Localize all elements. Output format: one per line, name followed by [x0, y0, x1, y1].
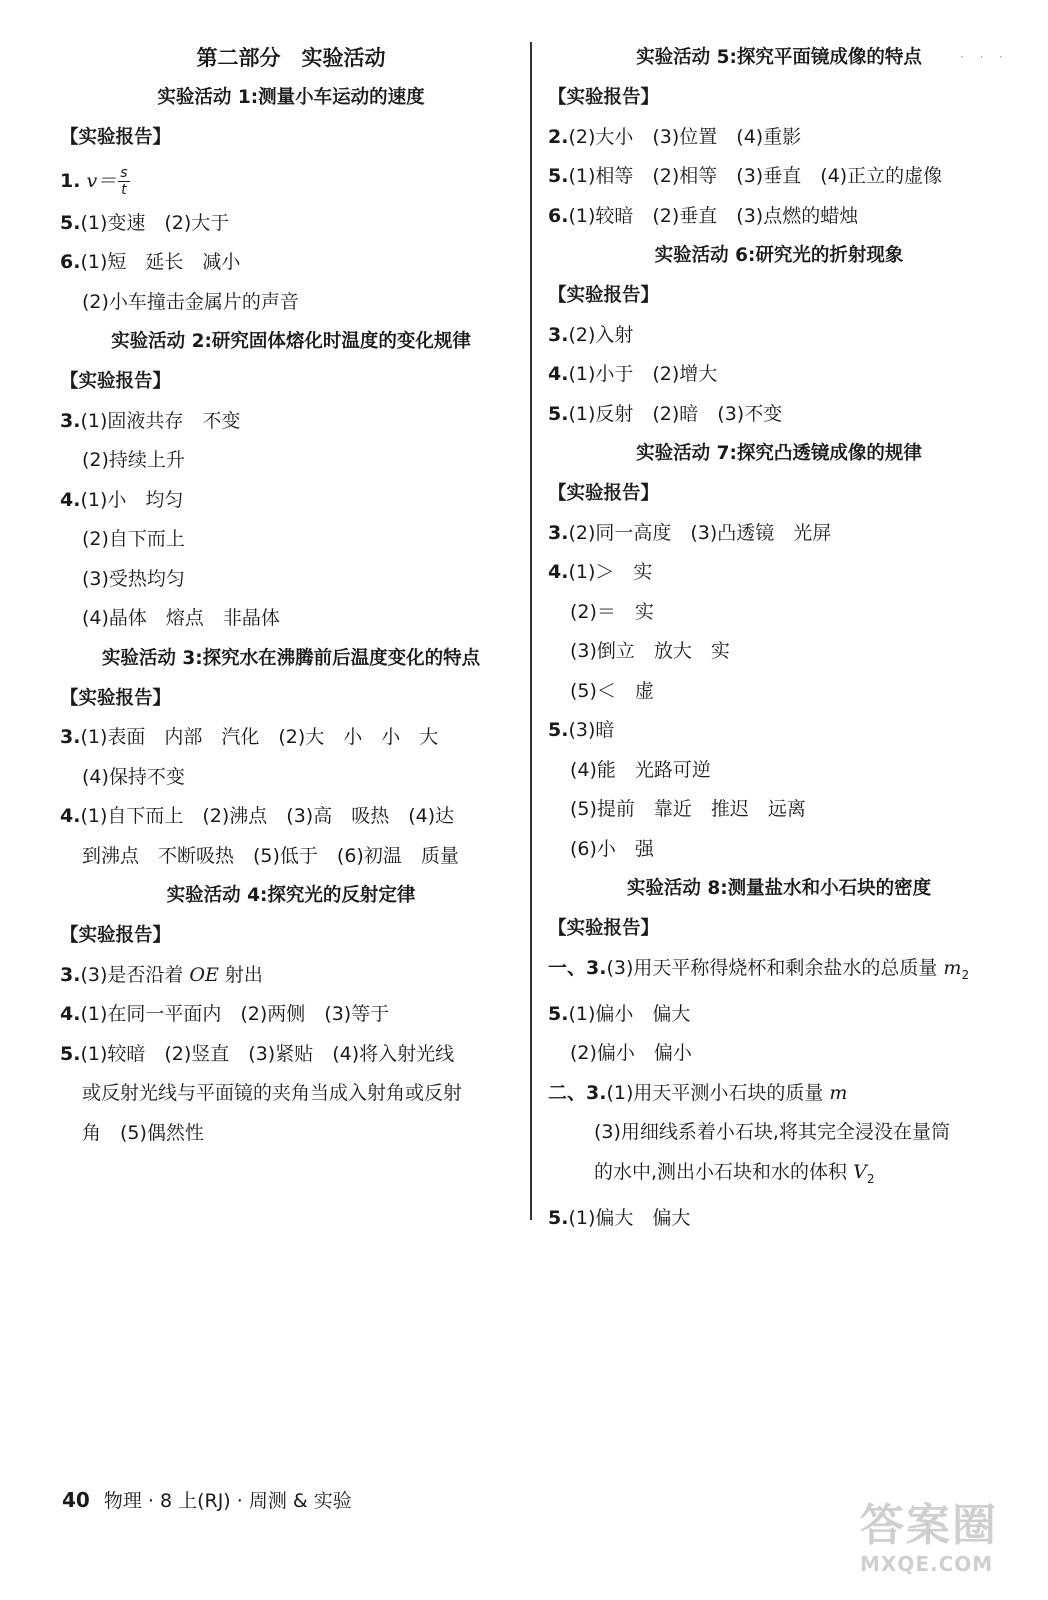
- answer-7-5-c: (5)提前 靠近 推迟 远离: [570, 798, 806, 820]
- answer-2-4-b: (2)自下而上: [82, 528, 185, 550]
- activity-6-title: 实验活动 6:研究光的折射现象: [654, 245, 904, 266]
- activity-4-title: 实验活动 4:探究光的反射定律: [166, 885, 416, 906]
- answer-2-4-c: (3)受热均匀: [82, 567, 185, 590]
- answer-7-4-b: (2)＝ 实: [570, 600, 654, 623]
- answer-8-5-b: (2)偏小 偏小: [570, 1042, 692, 1065]
- answer-8-2-3-b: (3)用细线系着小石块,将其完全浸没在量筒: [594, 1121, 950, 1144]
- report-label: 【实验报告】: [60, 371, 172, 392]
- answer-7-4-c: (3)倒立 放大 实: [570, 640, 730, 662]
- answer-2-4: 4.(1)小 均匀: [60, 488, 184, 511]
- fraction-s-over-t: $\frac{s}{t}$: [120, 164, 128, 198]
- left-column: [60, 38, 522, 1153]
- activity-1-title: 实验活动 1:测量小车运动的速度: [157, 87, 425, 108]
- answer-1-6-b: (2)小车撞击金属片的声音: [82, 290, 299, 313]
- answer-8-2-3: 二、3.(1)用天平测小石块的质量 m: [548, 1081, 848, 1104]
- answer-7-4-d: (5)＜ 虚: [570, 679, 654, 702]
- answer-7-5-d: (6)小 强: [570, 837, 654, 860]
- answer-7-4: 4.(1)＞ 实: [548, 561, 653, 583]
- activity-8-title: 实验活动 8:测量盐水和小石块的密度: [626, 878, 932, 899]
- activity-3-title: 实验活动 3:探究水在沸腾前后温度变化的特点: [101, 647, 481, 669]
- report-label: 【实验报告】: [548, 918, 660, 939]
- answer-3-4: 4.(1)自下而上 (2)沸点 (3)高 吸热 (4)达: [60, 805, 455, 827]
- watermark-logo: 答案圈 MXQE.COM: [860, 1500, 998, 1576]
- answer-8-5: 5.(1)偏小 偏大: [548, 1002, 691, 1025]
- answer-6-4: 4.(1)小于 (2)增大: [548, 363, 718, 385]
- answer-7-3: 3.(2)同一高度 (3)凸透镜 光屏: [548, 521, 832, 544]
- answer-3-3-b: (4)保持不变: [82, 765, 185, 788]
- answer-2-4-d: (4)晶体 熔点 非晶体: [82, 607, 280, 629]
- answer-6-3: 3.(2)入射: [548, 323, 634, 346]
- answer-3-4-b: 到沸点 不断吸热 (5)低于 (6)初温 质量: [82, 844, 459, 867]
- answer-4-3: 3.(3)是否沿着 OE 射出: [60, 963, 263, 986]
- report-label: 【实验报告】: [548, 285, 660, 306]
- page-number: 40: [62, 1488, 90, 1512]
- right-column: [548, 38, 1010, 1239]
- answer-2-3-b: (2)持续上升: [82, 449, 185, 471]
- answer-3-3: 3.(1)表面 内部 汽化 (2)大 小 小 大: [60, 726, 439, 748]
- report-label: 【实验报告】: [548, 483, 660, 504]
- answer-7-5: 5.(3)暗: [548, 719, 615, 741]
- answer-1-1: 1. v＝ $\frac{s}{t}$: [60, 164, 128, 198]
- column-divider: [530, 42, 532, 1220]
- answer-5-2: 2.(2)大小 (3)位置 (4)重影: [548, 125, 802, 148]
- answer-7-5-b: (4)能 光路可逆: [570, 758, 711, 781]
- activity-7-title: 实验活动 7:探究凸透镜成像的规律: [636, 443, 922, 464]
- answer-4-4: 4.(1)在同一平面内 (2)两侧 (3)等于: [60, 1003, 390, 1025]
- answer-8-final-5: 5.(1)偏大 偏大: [548, 1207, 691, 1230]
- answer-5-5: 5.(1)相等 (2)相等 (3)垂直 (4)正立的虚像: [548, 165, 943, 187]
- activity-5-title: 实验活动 5:探究平面镜成像的特点: [636, 47, 922, 68]
- report-label: 【实验报告】: [60, 127, 172, 148]
- activity-2-title: 实验活动 2:研究固体熔化时温度的变化规律: [111, 331, 471, 352]
- page-footer: [62, 1486, 352, 1513]
- report-label: 【实验报告】: [60, 925, 172, 946]
- answer-5-6: 6.(1)较暗 (2)垂直 (3)点燃的蜡烛: [548, 204, 859, 227]
- report-label: 【实验报告】: [548, 87, 660, 108]
- answer-6-5: 5.(1)反射 (2)暗 (3)不变: [548, 402, 783, 425]
- part-title: 第二部分 实验活动: [196, 46, 386, 70]
- answer-4-5-b: 或反射光线与平面镜的夹角当成入射角或反射: [82, 1082, 463, 1104]
- scan-specks: · · ·: [960, 50, 1010, 64]
- answer-4-5: 5.(1)较暗 (2)竖直 (3)紧贴 (4)将入射光线: [60, 1042, 455, 1065]
- answer-2-3: 3.(1)固液共存 不变: [60, 409, 241, 432]
- answer-1-6: 6.(1)短 延长 减小: [60, 251, 241, 273]
- answer-8-2-3-c: 的水中,测出小石块和水的体积 $V_2$: [594, 1160, 875, 1186]
- answer-8-1-3: 一、3.(3)用天平称得烧杯和剩余盐水的总质量 $m_2$: [548, 956, 970, 982]
- report-label: 【实验报告】: [60, 687, 172, 709]
- book-title: 物理 · 8 上(RJ) · 周测 & 实验: [103, 1490, 352, 1512]
- answer-1-5: 5.(1)变速 (2)大于: [60, 211, 230, 234]
- answer-4-5-c: 角 (5)偶然性: [82, 1121, 204, 1144]
